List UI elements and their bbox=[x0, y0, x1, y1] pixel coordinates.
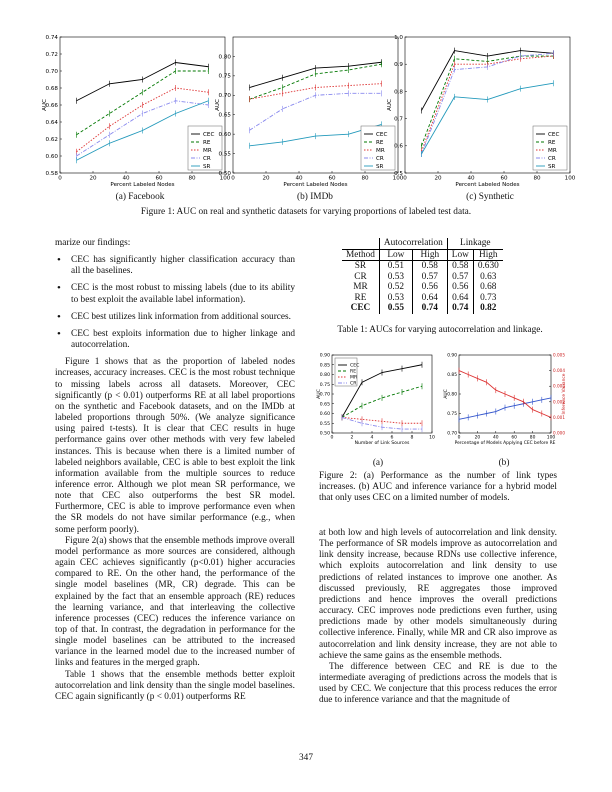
x-axis-label: Percent Labeled Nodes bbox=[110, 182, 175, 189]
x-tick-label: 20 bbox=[474, 435, 481, 441]
y-tick-label: 0.9 bbox=[394, 62, 403, 69]
x-tick-label: 60 bbox=[155, 175, 163, 182]
legend-label: CR bbox=[350, 381, 357, 387]
y-axis-label: AUC bbox=[444, 389, 449, 399]
figure2-label-a: (a) bbox=[372, 458, 384, 468]
legend-label: CEC bbox=[350, 363, 360, 369]
legend-label: MR bbox=[548, 147, 557, 154]
x-tick-label: 60 bbox=[328, 175, 336, 182]
legend-label: SR bbox=[376, 163, 384, 170]
x-tick-label: 80 bbox=[529, 435, 536, 441]
x-tick-label: 10 bbox=[429, 435, 435, 441]
y-tick-label: 0.75 bbox=[218, 73, 231, 80]
legend-label: MR bbox=[376, 147, 385, 154]
table-cell: 0.58 bbox=[412, 261, 447, 272]
x-tick-label: 2 bbox=[350, 435, 354, 441]
x-tick-label: 20 bbox=[89, 175, 97, 182]
x-tick-label: 100 bbox=[219, 175, 231, 182]
y-tick-label: 0.74 bbox=[45, 34, 58, 41]
table-cell: RE bbox=[342, 293, 379, 304]
legend-label: MR bbox=[350, 375, 358, 381]
right-column bbox=[319, 528, 557, 707]
table-cell: 0.74 bbox=[412, 303, 447, 314]
x-tick-label: 40 bbox=[122, 175, 130, 182]
y-tick-label: 0.58 bbox=[45, 170, 58, 177]
table-cell: 0.53 bbox=[379, 272, 412, 283]
y-axis-label: AUC bbox=[317, 389, 322, 399]
y-tick-label: 0.85 bbox=[319, 363, 330, 369]
right-y-axis-label: Inference Variance bbox=[562, 373, 567, 415]
x-tick-label: 20 bbox=[434, 175, 442, 182]
y-tick-label: 0.72 bbox=[45, 51, 58, 58]
x-tick-label: 80 bbox=[361, 175, 369, 182]
figure1-label-facebook: (a) Facebook bbox=[115, 192, 165, 202]
finding-item: • CEC has significantly higher classification accuracy than all the baselines. bbox=[55, 255, 295, 277]
y-tick-label: 0.80 bbox=[218, 54, 231, 61]
page-number: 347 bbox=[299, 753, 313, 763]
findings-list bbox=[55, 255, 295, 351]
x-tick-label: 40 bbox=[493, 435, 499, 441]
body-paragraph: Table 1 shows that the ensemble methods better exploit autocorrelation and link density than the single model baselines. CEC again significantly (p < 0.01) outperforms RE bbox=[55, 669, 295, 702]
y-tick-label: 0.60 bbox=[319, 412, 330, 418]
table-cell: 0.68 bbox=[480, 282, 497, 292]
facebook-line-chart bbox=[40, 28, 230, 198]
table-group-header: Autocorrelation bbox=[379, 238, 447, 249]
body-paragraph: The difference between CEC and RE is due to the intermediate averaging of predictions across the models that is used by CEC. We conjecture that this process reduces the error due to inference variance and that the magnitude of bbox=[319, 661, 557, 706]
figure2-panel-b bbox=[443, 350, 568, 455]
legend-label: RE bbox=[376, 139, 384, 146]
right-y-tick-label: 0.005 bbox=[553, 352, 565, 358]
left-column bbox=[55, 238, 295, 703]
table-column-header: Low bbox=[379, 249, 412, 261]
y-tick-label: 0.65 bbox=[319, 402, 330, 408]
x-tick-label: 100 bbox=[564, 175, 576, 182]
x-tick-label: 0 bbox=[403, 175, 407, 182]
link-sources-line-chart bbox=[316, 350, 441, 455]
y-tick-label: 0.70 bbox=[218, 93, 231, 100]
figure1-panel-imdb bbox=[213, 28, 403, 198]
table-cell: 0.73 bbox=[480, 292, 497, 303]
auc-table bbox=[342, 238, 503, 314]
y-tick-label: 0.75 bbox=[447, 411, 457, 417]
table-row bbox=[342, 293, 503, 304]
y-tick-label: 0.90 bbox=[319, 353, 330, 359]
body-paragraph: Figure 2(a) shows that the ensemble methods improve overall model performance as more sources are considered, although again CEC achieves significantly (p<0.01) higher accuracies compared to RE. On the other hand, the performance of the single model baselines (MR, CR) degrade. This can be explained by the fact that an ensemble approach (RE) reduces the learning variance, and that interleaving the collective inference processes (CEC) reduces the inference variance on top of that. In contrast, the degradation in performance for the single model baselines can be attributed to the increased variance in the learned model due to the increased number of links and features in the merged graph. bbox=[55, 535, 295, 669]
table-cell: 0.55 bbox=[379, 303, 412, 314]
table-cell: 0.64 bbox=[412, 293, 447, 304]
legend-label: SR bbox=[548, 163, 556, 170]
x-tick-label: 40 bbox=[295, 175, 303, 182]
y-tick-label: 0.68 bbox=[45, 85, 58, 92]
x-axis-label: Number of Link Sources bbox=[354, 441, 410, 447]
table-cell: 0.56 bbox=[412, 282, 447, 293]
finding-item: • CEC is the most robust to missing labels (due to its ability to best exploit the available label information). bbox=[55, 283, 295, 305]
figure2-caption: Figure 2: (a) Performance as the number of link types increases. (b) AUC and inference variance for a hybrid model that only uses CEC on a limited number of models. bbox=[319, 471, 557, 504]
table-cell: 0.51 bbox=[379, 261, 412, 272]
right-y-tick-label: 0.002 bbox=[553, 399, 565, 405]
right-y-tick-label: 0.003 bbox=[553, 383, 565, 389]
y-tick-label: 0.50 bbox=[319, 431, 330, 437]
hybrid-model-line-chart bbox=[443, 350, 568, 455]
figure1-label-imdb: (b) IMDb bbox=[297, 192, 333, 202]
table-column-header: High bbox=[412, 249, 447, 261]
y-tick-label: 0.55 bbox=[218, 151, 231, 158]
y-tick-label: 1.0 bbox=[394, 34, 403, 41]
table-cell: MR bbox=[342, 282, 379, 293]
finding-item: • CEC best exploits information due to higher linkage and autocorrelation. bbox=[55, 329, 295, 351]
table-cell: CR bbox=[342, 272, 379, 283]
legend-label: RE bbox=[548, 139, 556, 146]
table-row bbox=[342, 272, 503, 283]
right-y-tick-label: 0.001 bbox=[553, 414, 565, 420]
table-row bbox=[342, 261, 503, 272]
table-row bbox=[342, 303, 503, 314]
x-tick-label: 60 bbox=[511, 435, 517, 441]
y-tick-label: 0.70 bbox=[319, 392, 330, 398]
table-cell: 0.74 bbox=[447, 303, 473, 314]
right-y-tick-label: 0.000 bbox=[553, 430, 565, 436]
table-cell: 0.63 bbox=[480, 271, 497, 282]
table-cell: 0.52 bbox=[379, 282, 412, 293]
legend-label: RE bbox=[350, 369, 357, 375]
y-tick-label: 0.5 bbox=[394, 170, 403, 177]
y-axis-label: AUC bbox=[387, 99, 393, 111]
table-group-header: Linkage bbox=[460, 238, 491, 248]
y-tick-label: 0.55 bbox=[319, 421, 330, 427]
x-tick-label: 0 bbox=[330, 435, 334, 441]
table-cell: CEC bbox=[342, 303, 379, 314]
x-tick-label: 100 bbox=[392, 175, 404, 182]
y-tick-label: 0.62 bbox=[45, 136, 58, 143]
y-tick-label: 0.6 bbox=[394, 143, 403, 150]
legend-label: CEC bbox=[376, 131, 388, 138]
x-tick-label: 40 bbox=[467, 175, 475, 182]
table-column-header: Low bbox=[447, 249, 473, 261]
body-paragraph: at both low and high levels of autocorrelation and link density. The performance of SR models improve as autocorrelation and link density increase, because RDNs use collective inference, which exploits autocorrelation and link density to use predictions of related instances to improve one another. As discussed previously, RE aggregates those improved predictions and hence improves the overall predictions accuracy. CEC improves node predictions even further, using predictions made by other models simultaneously during collective inference. Finally, while MR and CR also improve as autocorrelation and link density increase, they are not able to achieve the same gains as the ensemble methods. bbox=[319, 528, 557, 661]
figure1-panel-synthetic bbox=[385, 28, 575, 198]
table-column-header: Method bbox=[342, 249, 379, 261]
right-y-tick-label: 0.004 bbox=[553, 368, 565, 374]
y-axis-label: AUC bbox=[215, 99, 221, 111]
body-paragraph: Figure 1 shows that as the proportion of labeled nodes increases, accuracy increases. CEC is the most robust technique to missing labels across all datasets. Moreover, CEC significantly (p < 0.01) outperforms RE at all label proportions on the synthetic and Facebook datasets, and on the IMDb at labeled proportions through 50%. (We analyze significance using paired t-tests). It is clear that CEC results in huge performance gains over other methods with very few labeled instances. This is because when there is a limited number of labeled neighbors available, CEC is able to best exploit the link information available from the multiple sources to reduce inference error. Although we plot mean SR performance, we note that CEC also outperforms the best SR model. Furthermore, CEC is able to improve performance even when the SR models do not have similar performance (e.g., when some perform poorly). bbox=[55, 357, 295, 535]
finding-item: • CEC best utilizes link information from additional sources. bbox=[55, 312, 295, 323]
imdb-line-chart bbox=[213, 28, 403, 198]
x-tick-label: 0 bbox=[58, 175, 62, 182]
table-cell: 0.57 bbox=[447, 272, 473, 283]
x-tick-label: 0 bbox=[457, 435, 461, 441]
figure1-caption: Figure 1: AUC on real and synthetic datasets for varying proportions of labeled test data. bbox=[140, 207, 472, 217]
table-cell: 0.82 bbox=[480, 303, 497, 313]
table-column-header: High bbox=[478, 249, 498, 260]
y-tick-label: 0.60 bbox=[218, 132, 231, 139]
figure1-label-synthetic: (c) Synthetic bbox=[466, 192, 514, 202]
x-tick-label: 100 bbox=[546, 435, 556, 441]
table-cell: SR bbox=[342, 261, 379, 272]
table-cell: 0.58 bbox=[447, 261, 473, 272]
y-tick-label: 0.85 bbox=[447, 372, 457, 378]
intro-text: marize our findings: bbox=[55, 238, 131, 248]
figure2-panel-a bbox=[316, 350, 441, 455]
y-tick-label: 0.7 bbox=[394, 116, 403, 123]
legend-label: MR bbox=[203, 147, 212, 154]
legend-label: CR bbox=[376, 155, 384, 162]
table-cell: 0.53 bbox=[379, 293, 412, 304]
y-axis-label: AUC bbox=[42, 99, 48, 111]
x-axis-label: Percentage of Models Applying CEC before RE bbox=[454, 440, 556, 446]
table-cell: 0.56 bbox=[447, 282, 473, 293]
table-row bbox=[342, 282, 503, 293]
synthetic-line-chart bbox=[385, 28, 575, 198]
x-tick-label: 80 bbox=[533, 175, 541, 182]
y-tick-label: 0.65 bbox=[218, 112, 231, 119]
y-tick-label: 0.66 bbox=[45, 102, 58, 109]
legend-label: CR bbox=[548, 155, 556, 162]
figure2-label-b: (b) bbox=[498, 458, 510, 468]
y-tick-label: 0.70 bbox=[45, 68, 58, 75]
x-tick-label: 20 bbox=[262, 175, 270, 182]
y-tick-label: 0.70 bbox=[447, 431, 457, 437]
table-cell: 0.630 bbox=[477, 261, 499, 271]
x-tick-label: 60 bbox=[500, 175, 508, 182]
x-tick-label: 6 bbox=[390, 435, 394, 441]
x-axis-label: Percent Labeled Nodes bbox=[283, 182, 348, 189]
legend-label: CEC bbox=[203, 131, 215, 138]
figure1-panel-facebook bbox=[40, 28, 230, 198]
legend-label: CR bbox=[203, 155, 211, 162]
y-tick-label: 0.60 bbox=[45, 153, 58, 160]
x-tick-label: 4 bbox=[370, 435, 374, 441]
x-tick-label: 80 bbox=[188, 175, 196, 182]
y-tick-label: 0.80 bbox=[447, 392, 457, 398]
x-tick-label: 8 bbox=[410, 435, 414, 441]
legend-label: SR bbox=[203, 163, 211, 170]
table1-caption: Table 1: AUCs for varying autocorrelation and linkage. bbox=[337, 325, 543, 335]
x-tick-label: 0 bbox=[231, 175, 235, 182]
table1 bbox=[342, 238, 503, 314]
y-tick-label: 0.50 bbox=[218, 170, 231, 177]
table-cell: 0.64 bbox=[447, 293, 473, 304]
y-tick-label: 0.75 bbox=[319, 382, 330, 388]
table-cell: 0.57 bbox=[412, 272, 447, 283]
y-tick-label: 0.90 bbox=[447, 353, 457, 359]
legend-label: RE bbox=[203, 139, 211, 146]
y-tick-label: 0.64 bbox=[45, 119, 58, 126]
y-tick-label: 0.80 bbox=[319, 373, 330, 379]
y-tick-label: 0.8 bbox=[394, 89, 403, 96]
legend-label: CEC bbox=[548, 131, 560, 138]
x-axis-label: Percent Labeled Nodes bbox=[455, 182, 520, 189]
